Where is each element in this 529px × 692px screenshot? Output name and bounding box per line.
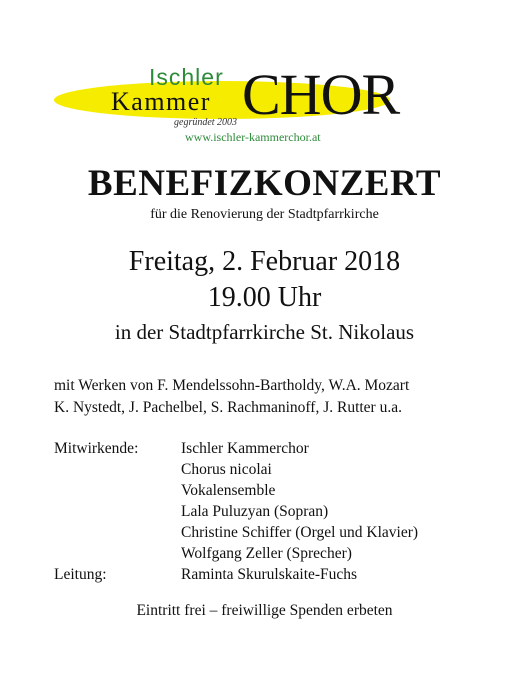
performer-item: Chorus nicolai [181, 461, 272, 478]
event-title: BENEFIZKONZERT [87, 163, 442, 204]
event-time: 19.00 Uhr [207, 282, 322, 313]
logo-url: www.ischler-kammerchor.at [185, 130, 321, 144]
performers-label: Mitwirkende: [54, 440, 139, 457]
logo-chor-text: CHOR [242, 62, 400, 127]
event-date: Freitag, 2. Februar 2018 [128, 246, 401, 277]
performer-item: Wolfgang Zeller (Sprecher) [181, 545, 352, 562]
performer-item: Lala Puluzyan (Sopran) [181, 503, 329, 520]
works-line: mit Werken von F. Mendelssohn-Bartholdy, W.A. Mozart [54, 377, 410, 394]
logo [52, 62, 412, 150]
logo-kammer-text: Kammer [111, 87, 211, 116]
works-line: K. Nystedt, J. Pachelbel, S. Rachmaninoff, J. Rutter u.a. [54, 399, 402, 416]
works-list [54, 375, 409, 419]
performer-item: Ischler Kammerchor [181, 440, 309, 457]
event-subtitle: für die Renovierung der Stadtpfarrkirche [150, 207, 379, 222]
performer-item: Christine Schiffer (Orgel und Klavier) [181, 524, 419, 541]
admission-note: Eintritt frei – freiwillige Spenden erbeten [136, 602, 393, 619]
logo-ischler-text: Ischler [149, 64, 224, 90]
event-venue: in der Stadtpfarrkirche St. Nikolaus [114, 320, 415, 344]
logo-founded-text: gegründet 2003 [174, 117, 238, 128]
conductor-label: Leitung: [54, 566, 107, 583]
performer-item: Vokalensemble [181, 482, 276, 499]
conductor-name: Raminta Skurulskaite-Fuchs [181, 566, 358, 583]
